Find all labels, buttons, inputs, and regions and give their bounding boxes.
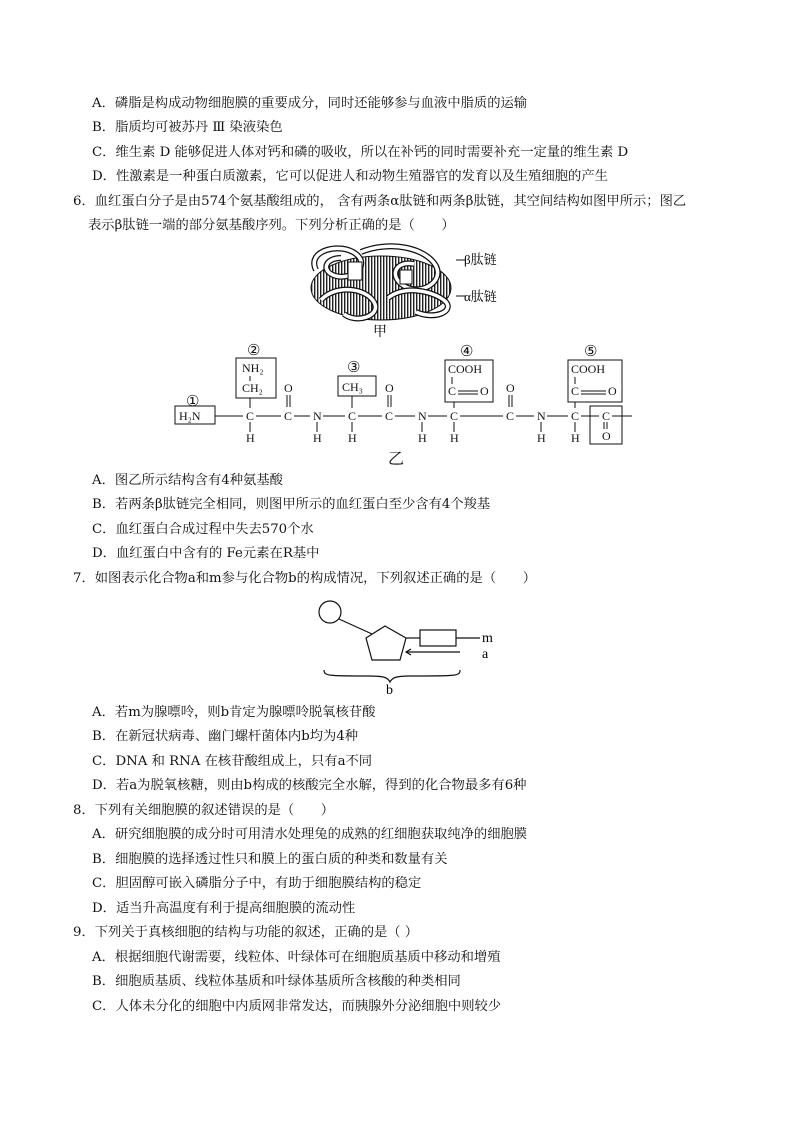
q7-option-a: A．若m为腺嘌呤，则b肯定为腺嘌呤脱氧核苷酸 [92, 705, 376, 720]
q9-option-c: C．人体未分化的细胞中内质网非常发达，而胰腺外分泌细胞中则较少 [92, 999, 502, 1014]
cooh-text-5: COOH [571, 362, 606, 376]
c-text-4: C [448, 384, 457, 398]
label-1: ① [186, 394, 200, 410]
label-3: ③ [347, 360, 361, 376]
q7-option-c: C．DNA 和 RNA 在核苷酸组成上，只有a不同 [92, 754, 373, 769]
label-5: ⑤ [584, 344, 598, 360]
peptide-sequence-figure [170, 340, 640, 470]
h-2: H [313, 431, 322, 445]
backbone-c8: C [602, 409, 611, 423]
q7-stem: 7．如图表示化合物a和m参与化合物b的构成情况，下列叙述正确的是（ ） [73, 571, 537, 586]
alpha-chain-label: α肽链 [464, 289, 497, 304]
backbone-c6: C [506, 409, 515, 423]
label-4: ④ [460, 344, 474, 360]
q6-option-a: A．图乙所示结构含有4种氨基酸 [92, 473, 283, 488]
cooh-text-4: COOH [448, 362, 483, 376]
q6-option-d: D．血红蛋白中含有的 Fe元素在R基中 [92, 546, 320, 561]
o-text-5: O [608, 384, 617, 398]
q5-option-b: B．脂质均可被苏丹 Ⅲ 染液染色 [92, 120, 283, 135]
figure-jia-caption: 甲 [373, 325, 387, 340]
q6-option-c: C．血红蛋白合成过程中失去570个水 [92, 522, 314, 537]
label-2: ② [247, 343, 261, 359]
figure-yi-caption: 乙 [388, 451, 405, 468]
backbone-c4: C [385, 409, 394, 423]
q7-option-b: B．在新冠状病毒、幽门螺杆菌体内b均为4种 [92, 729, 359, 744]
q8-option-a: A．研究细胞膜的成分时可用清水处理兔的成熟的红细胞获取纯净的细胞膜 [92, 827, 528, 842]
backbone-c1: C [246, 409, 255, 423]
carbonyl-o3: O [506, 381, 515, 395]
q5-option-a: A．磷脂是构成动物细胞膜的重要成分，同时还能够参与血液中脂质的运输 [92, 96, 528, 111]
carbonyl-o4: O [602, 429, 611, 443]
backbone-n1: N [313, 409, 322, 423]
a-label: a [482, 647, 489, 662]
h-6: H [537, 431, 546, 445]
q6-stem-line1: 6．血红蛋白分子是由574个氨基酸组成的， 含有两条α肽链和两条β肽链，其空间结构如图甲所示；图乙 [73, 194, 687, 209]
h2n-text: H₂N [179, 409, 201, 423]
h-4: H [418, 431, 427, 445]
backbone-c2: C [284, 409, 293, 423]
q6-stem-line2: 表示β肽链一端的部分氨基酸序列。下列分析正确的是（ ） [88, 218, 455, 233]
globin-chains-drawing [311, 246, 466, 320]
carbonyl-o1: O [284, 381, 293, 395]
b-label: b [386, 683, 393, 698]
backbone-c7: C [571, 409, 580, 423]
q7-option-d: D．若a为脱氧核糖，则由b构成的核酸完全水解，得到的化合物最多有6种 [92, 778, 527, 793]
q8-option-c: C．胆固醇可嵌入磷脂分子中，有助于细胞膜结构的稳定 [92, 876, 422, 891]
h-7: H [571, 431, 580, 445]
hemoglobin-structure-figure [296, 240, 526, 342]
h-3: H [348, 431, 357, 445]
ch3-text: CH₃ [342, 380, 363, 394]
h-5: H [450, 431, 459, 445]
backbone-n3: N [537, 409, 546, 423]
q6-option-b: B．若两条β肽链完全相同，则图甲所示的血红蛋白至少含有4个羧基 [92, 497, 491, 512]
q9-option-b: B．细胞质基质、线粒体基质和叶绿体基质所含核酸的种类相同 [92, 974, 461, 989]
q8-option-b: B．细胞膜的选择透过性只和膜上的蛋白质的种类和数量有关 [92, 852, 448, 867]
carbonyl-o2: O [385, 381, 394, 395]
q9-stem: 9．下列关于真核细胞的结构与功能的叙述，正确的是（ ） [73, 925, 419, 940]
backbone-c3: C [348, 409, 357, 423]
beta-chain-label: β肽链 [464, 252, 497, 267]
h-1: H [246, 431, 255, 445]
backbone-c5: C [450, 409, 459, 423]
q8-option-d: D．适当升高温度有利于提高细胞膜的流动性 [92, 901, 356, 916]
q8-stem: 8．下列有关细胞膜的叙述错误的是（ ） [73, 803, 335, 818]
q9-option-a: A．根据细胞代谢需要，线粒体、叶绿体可在细胞质基质中移动和增殖 [92, 950, 501, 965]
m-label: m [482, 631, 493, 646]
o-text-4: O [480, 384, 489, 398]
nh2-text: NH₂ [242, 361, 264, 375]
q5-option-c: C．维生素 D 能够促进人体对钙和磷的吸收，所以在补钙的同时需要补充一定量的维生素 D [92, 145, 629, 160]
nucleotide-figure [310, 594, 510, 698]
q5-option-d: D．性激素是一种蛋白质激素，它可以促进人和动物生殖器官的发育以及生殖细胞的产生 [92, 169, 608, 184]
c-text-5: C [571, 384, 580, 398]
backbone-n2: N [418, 409, 427, 423]
ch2-text: CH₂ [242, 381, 263, 395]
